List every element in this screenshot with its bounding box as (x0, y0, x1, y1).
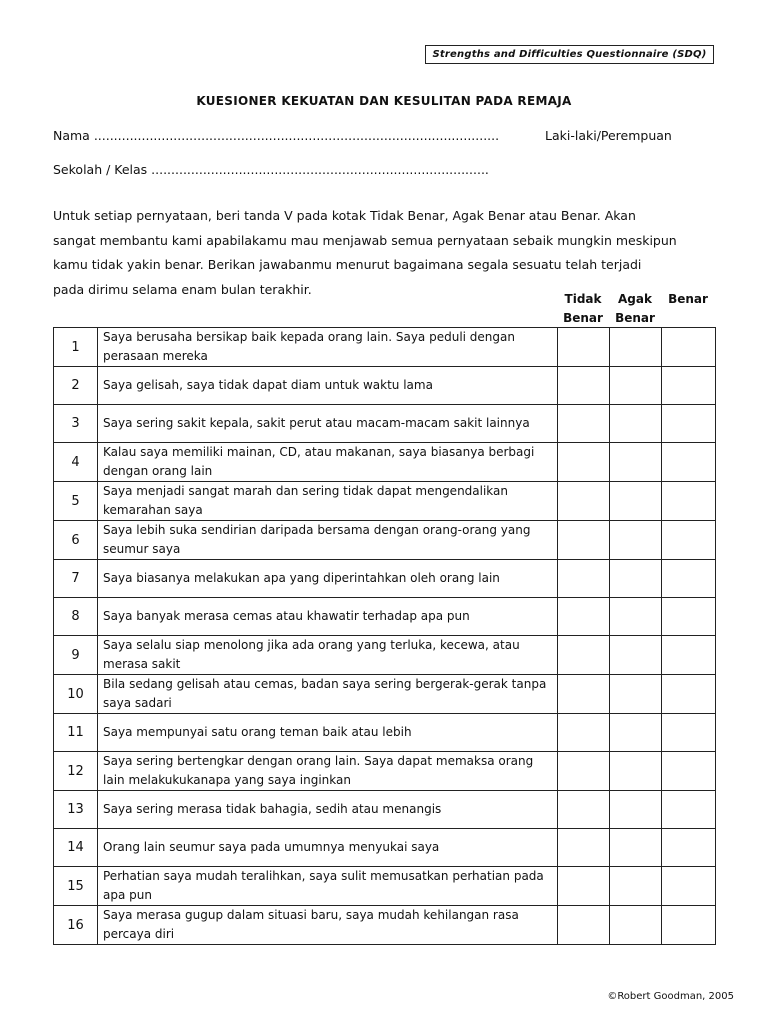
item-statement: Saya lebih suka sendirian daripada bersama dengan orang-orang yang seumur saya (98, 521, 558, 560)
instructions-line: pada dirimu selama enam bulan terakhir. (53, 281, 312, 297)
copyright: ©Robert Goodman, 2005 (607, 991, 734, 1002)
answer-box-agak-benar[interactable] (610, 521, 662, 560)
answer-box-tidak-benar[interactable] (558, 443, 610, 482)
item-statement: Saya sering sakit kepala, sakit perut atau macam-macam sakit lainnya (98, 405, 558, 443)
answer-box-agak-benar[interactable] (610, 791, 662, 829)
table-row (54, 521, 716, 560)
sdq-label: Strengths and Difficulties Questionnaire (SDQ) (425, 45, 714, 64)
table-row (54, 560, 716, 598)
table-row (54, 829, 716, 867)
answer-box-agak-benar[interactable] (610, 482, 662, 521)
item-number: 5 (54, 482, 98, 521)
table-row (54, 443, 716, 482)
instructions (53, 204, 723, 302)
item-statement: Saya sering merasa tidak bahagia, sedih atau menangis (98, 791, 558, 829)
answer-box-tidak-benar[interactable] (558, 867, 610, 906)
item-statement: Saya merasa gugup dalam situasi baru, saya mudah kehilangan rasa percaya diri (98, 906, 558, 945)
table-row (54, 791, 716, 829)
column-header-line: Benar (668, 292, 708, 306)
answer-box-agak-benar[interactable] (610, 867, 662, 906)
item-statement: Saya banyak merasa cemas atau khawatir terhadap apa pun (98, 598, 558, 636)
school-class-field[interactable]: Sekolah / Kelas ..................................................................................... (53, 162, 489, 177)
name-field[interactable]: Nama ...................................................................................................... (53, 128, 500, 143)
gender-field[interactable]: Laki-laki/Perempuan (545, 128, 672, 143)
column-header-line: Agak (618, 292, 652, 306)
column-header-tidak-benar (557, 290, 609, 328)
answer-box-agak-benar[interactable] (610, 560, 662, 598)
item-number: 7 (54, 560, 98, 598)
answer-box-benar[interactable] (662, 443, 716, 482)
answer-box-tidak-benar[interactable] (558, 521, 610, 560)
answer-box-tidak-benar[interactable] (558, 906, 610, 945)
table-row (54, 867, 716, 906)
item-number: 14 (54, 829, 98, 867)
answer-box-tidak-benar[interactable] (558, 405, 610, 443)
item-number: 2 (54, 367, 98, 405)
table-row (54, 675, 716, 714)
item-number: 16 (54, 906, 98, 945)
answer-box-benar[interactable] (662, 867, 716, 906)
item-statement: Saya sering bertengkar dengan orang lain. Saya dapat memaksa orang lain melakukukanapa yang saya inginkan (98, 752, 558, 791)
item-number: 1 (54, 328, 98, 367)
answer-box-tidak-benar[interactable] (558, 367, 610, 405)
answer-box-benar[interactable] (662, 560, 716, 598)
answer-box-tidak-benar[interactable] (558, 675, 610, 714)
answer-box-agak-benar[interactable] (610, 328, 662, 367)
table-row (54, 752, 716, 791)
answer-box-agak-benar[interactable] (610, 675, 662, 714)
column-header-line: Tidak (564, 292, 602, 306)
answer-box-benar[interactable] (662, 328, 716, 367)
item-number: 9 (54, 636, 98, 675)
answer-box-benar[interactable] (662, 714, 716, 752)
answer-box-benar[interactable] (662, 791, 716, 829)
answer-box-benar[interactable] (662, 521, 716, 560)
column-header-line: Benar (615, 311, 655, 325)
answer-box-benar[interactable] (662, 482, 716, 521)
item-statement: Saya berusaha bersikap baik kepada orang lain. Saya peduli dengan perasaan mereka (98, 328, 558, 367)
table-row (54, 405, 716, 443)
item-number: 12 (54, 752, 98, 791)
answer-box-benar[interactable] (662, 752, 716, 791)
answer-box-tidak-benar[interactable] (558, 636, 610, 675)
answer-box-tidak-benar[interactable] (558, 328, 610, 367)
answer-box-tidak-benar[interactable] (558, 560, 610, 598)
answer-box-tidak-benar[interactable] (558, 791, 610, 829)
instructions-line: kamu tidak yakin benar. Berikan jawabanmu menurut bagaimana segala sesuatu telah terjadi (53, 257, 642, 272)
item-statement: Saya menjadi sangat marah dan sering tidak dapat mengendalikan kemarahan saya (98, 482, 558, 521)
item-statement: Saya gelisah, saya tidak dapat diam untuk waktu lama (98, 367, 558, 405)
table-row (54, 714, 716, 752)
answer-box-benar[interactable] (662, 405, 716, 443)
item-number: 6 (54, 521, 98, 560)
item-number: 8 (54, 598, 98, 636)
answer-box-agak-benar[interactable] (610, 714, 662, 752)
column-header-agak-benar (609, 290, 661, 328)
item-number: 4 (54, 443, 98, 482)
table-row (54, 598, 716, 636)
answer-box-agak-benar[interactable] (610, 598, 662, 636)
column-header-line: Benar (563, 311, 603, 325)
item-number: 11 (54, 714, 98, 752)
item-number: 13 (54, 791, 98, 829)
answer-box-benar[interactable] (662, 598, 716, 636)
item-statement: Saya selalu siap menolong jika ada orang yang terluka, kecewa, atau merasa sakit (98, 636, 558, 675)
answer-box-agak-benar[interactable] (610, 829, 662, 867)
questionnaire-table (53, 327, 716, 945)
instructions-line: Untuk setiap pernyataan, beri tanda V pada kotak Tidak Benar, Agak Benar atau Benar. Akan (53, 208, 636, 223)
item-statement: Orang lain seumur saya pada umumnya menyukai saya (98, 829, 558, 867)
item-number: 3 (54, 405, 98, 443)
answer-box-agak-benar[interactable] (610, 636, 662, 675)
instructions-line: sangat membantu kami apabilakamu mau menjawab semua pernyataan sebaik mungkin meskipun (53, 232, 677, 248)
answer-box-benar[interactable] (662, 367, 716, 405)
answer-box-benar[interactable] (662, 636, 716, 675)
item-statement: Bila sedang gelisah atau cemas, badan saya sering bergerak-gerak tanpa saya sadari (98, 675, 558, 714)
answer-box-tidak-benar[interactable] (558, 714, 610, 752)
answer-box-tidak-benar[interactable] (558, 829, 610, 867)
column-header-benar (661, 290, 715, 309)
answer-box-benar[interactable] (662, 829, 716, 867)
item-statement: Saya mempunyai satu orang teman baik atau lebih (98, 714, 558, 752)
table-row (54, 328, 716, 367)
answer-box-agak-benar[interactable] (610, 906, 662, 945)
answer-box-tidak-benar[interactable] (558, 482, 610, 521)
answer-box-benar[interactable] (662, 675, 716, 714)
table-row (54, 367, 716, 405)
item-number: 10 (54, 675, 98, 714)
item-statement: Kalau saya memiliki mainan, CD, atau makanan, saya biasanya berbagi dengan orang lain (98, 443, 558, 482)
page-title: KUESIONER KEKUATAN DAN KESULITAN PADA REMAJA (196, 94, 572, 108)
answer-box-agak-benar[interactable] (610, 367, 662, 405)
answer-box-tidak-benar[interactable] (558, 598, 610, 636)
table-row (54, 906, 716, 945)
item-statement: Saya biasanya melakukan apa yang diperintahkan oleh orang lain (98, 560, 558, 598)
table-row (54, 636, 716, 675)
answer-box-agak-benar[interactable] (610, 405, 662, 443)
table-row (54, 482, 716, 521)
item-statement: Perhatian saya mudah teralihkan, saya sulit memusatkan perhatian pada apa pun (98, 867, 558, 906)
answer-box-tidak-benar[interactable] (558, 752, 610, 791)
answer-box-benar[interactable] (662, 906, 716, 945)
answer-box-agak-benar[interactable] (610, 443, 662, 482)
answer-box-agak-benar[interactable] (610, 752, 662, 791)
item-number: 15 (54, 867, 98, 906)
